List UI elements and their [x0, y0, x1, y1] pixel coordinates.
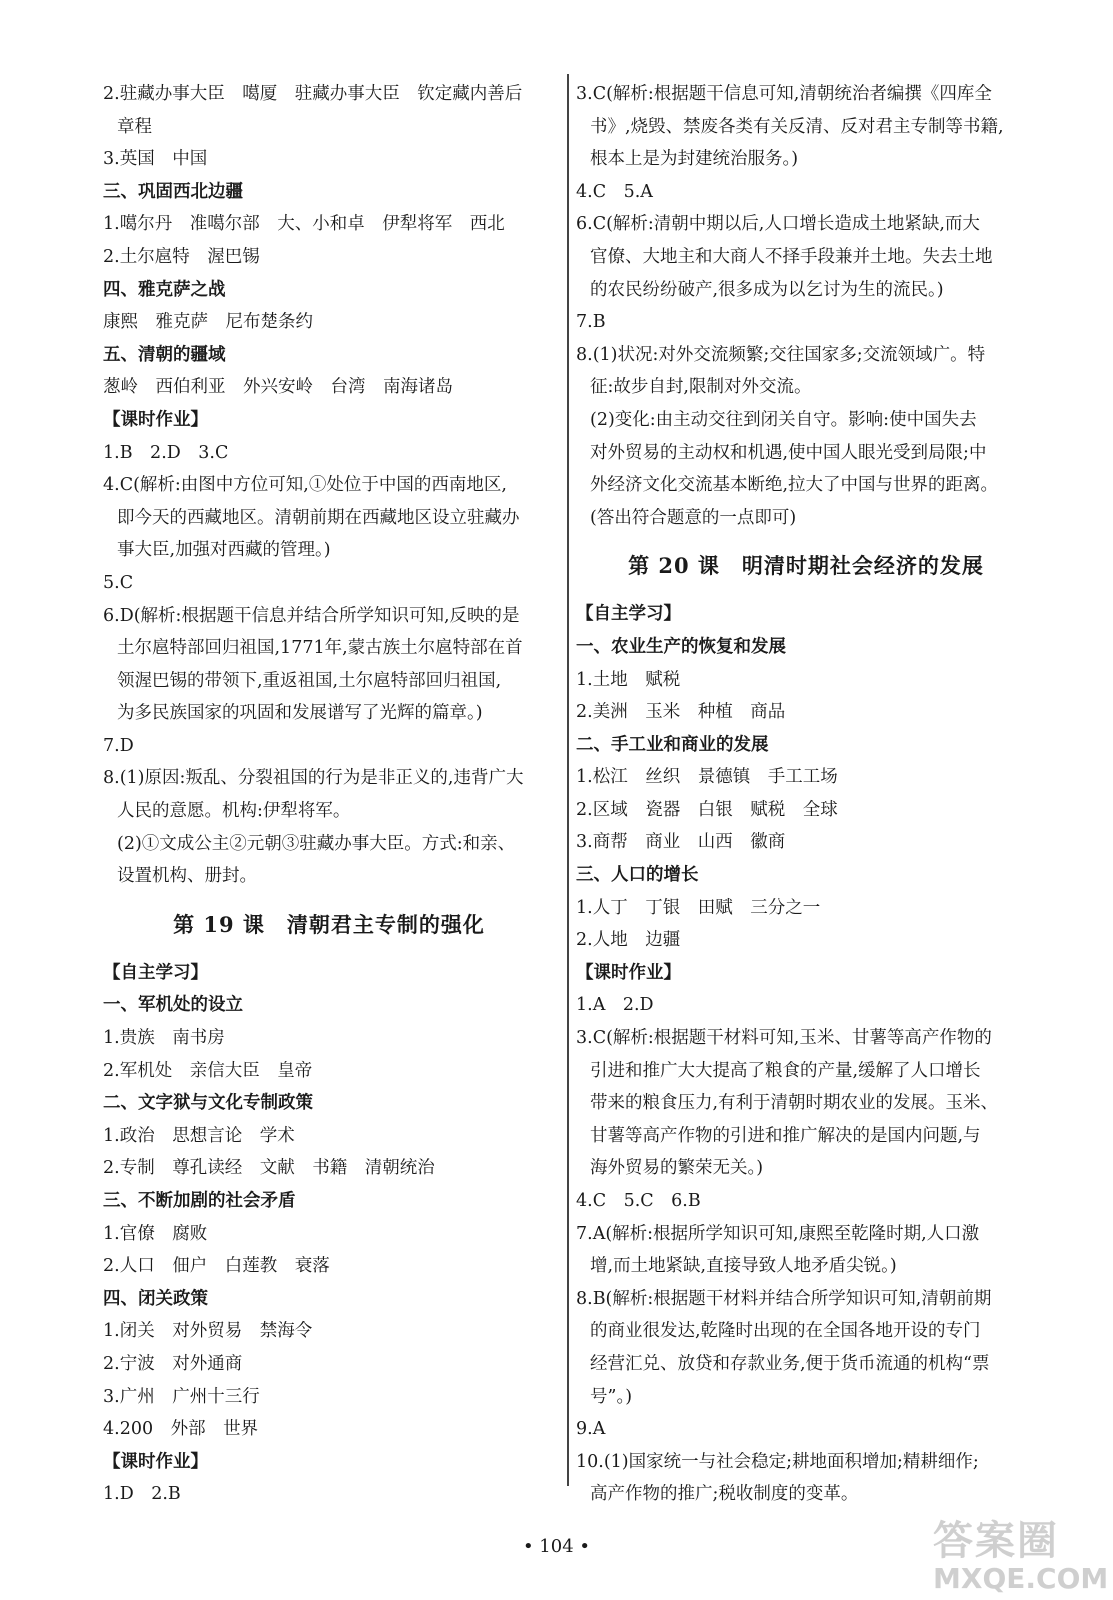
- text-line: 5.C: [103, 572, 134, 593]
- text-line: 2.人地 边疆: [576, 930, 681, 951]
- text-line: 的农民纷纷破产,很多成为以乞讨为生的流民。): [590, 279, 944, 300]
- text-line: 带来的粮食压力,有利于清朝时期农业的发展。玉米、: [590, 1093, 999, 1114]
- text-line: 事大臣,加强对西藏的管理。): [117, 540, 331, 561]
- text-line: 4.C(解析:由图中方位可知,①处位于中国的西南地区,: [103, 475, 507, 496]
- text-line: 3.广州 广州十三行: [103, 1386, 260, 1407]
- text-line: 7.A(解析:根据所学知识可知,康熙至乾隆时期,人口激: [576, 1223, 980, 1244]
- text-line: 10.(1)国家统一与社会稳定;耕地面积增加;精耕细作;: [576, 1451, 979, 1472]
- text-line: 书》,烧毁、禁废各类有关反清、反对君主专制等书籍,: [590, 116, 1004, 137]
- text-line: 8.(1)状况:对外交流频繁;交往国家多;交流领域广。特: [576, 344, 986, 365]
- text-line: 的商业很发达,乾隆时出现的在全国各地开设的专门: [590, 1321, 981, 1342]
- text-line: 领渥巴锡的带领下,重返祖国,土尔扈特部回归祖国,: [117, 670, 502, 691]
- section-heading: 【课时作业】: [103, 409, 208, 430]
- text-line: 2.区域 瓷器 白银 赋税 全球: [576, 799, 838, 820]
- watermark-logo: [933, 1518, 1109, 1596]
- text-line: 官僚、大地主和大商人不择手段兼并土地。失去土地: [590, 246, 993, 267]
- text-line: 3.C(解析:根据题干信息可知,清朝统治者编撰《四库全: [576, 84, 992, 104]
- text-line: 设置机构、册封。: [117, 866, 257, 887]
- lesson-title: 第 19 课 清朝君主专制的强化: [173, 911, 485, 937]
- left-column: [103, 78, 555, 1511]
- section-heading: 二、文字狱与文化专制政策: [103, 1093, 313, 1114]
- text-line: 外经济文化交流基本断绝,拉大了中国与世界的距离。: [590, 475, 999, 496]
- text-line: 土尔扈特部回归祖国,1771年,蒙古族土尔扈特部在首: [117, 638, 523, 659]
- text-line: 1.D 2.B: [103, 1484, 181, 1505]
- watermark-url: MXQE.COM: [933, 1562, 1109, 1595]
- text-line: 4.C 5.C 6.B: [576, 1191, 701, 1211]
- text-line: 8.B(解析:根据题干材料并结合所学知识可知,清朝前期: [576, 1288, 992, 1309]
- text-line: 引进和推广大大提高了粮食的产量,缓解了人口增长: [590, 1060, 981, 1081]
- text-line: 7.B: [576, 312, 606, 333]
- right-column: [576, 78, 1036, 1511]
- text-line: 对外贸易的主动权和机遇,使中国人眼光受到局限;中: [590, 442, 987, 463]
- text-line: 葱岭 西伯利亚 外兴安岭 台湾 南海诸岛: [103, 377, 453, 398]
- text-line: 2.土尔扈特 渥巴锡: [103, 246, 260, 267]
- section-heading: 五、清朝的疆域: [103, 344, 226, 365]
- section-heading: 【自主学习】: [103, 962, 208, 983]
- text-line: 经营汇兑、放贷和存款业务,便于货币流通的机构“票: [590, 1353, 990, 1374]
- text-line: 2.军机处 亲信大臣 皇帝: [103, 1060, 313, 1081]
- text-line: 2.美洲 玉米 种植 商品: [576, 702, 786, 723]
- column-divider: [567, 74, 569, 1486]
- text-line: 6.D(解析:根据题干信息并结合所学知识可知,反映的是: [103, 605, 520, 626]
- section-heading: 【自主学习】: [576, 604, 681, 625]
- text-line: 人民的意愿。机构:伊犁将军。: [117, 801, 351, 822]
- text-line: 征:故步自封,限制对外交流。: [590, 377, 812, 398]
- text-line: 4.C 5.A: [576, 181, 653, 202]
- text-line: 2.人口 佃户 白莲教 衰落: [103, 1256, 330, 1277]
- text-line: 增,而土地紧缺,直接导致人地矛盾尖锐。): [590, 1256, 897, 1277]
- text-line: 2.宁波 对外通商: [103, 1353, 243, 1374]
- text-line: 海外贸易的繁荣无关。): [590, 1158, 764, 1179]
- section-heading: 一、农业生产的恢复和发展: [576, 636, 786, 657]
- text-line: 甘薯等高产作物的引进和推广解决的是国内问题,与: [590, 1125, 981, 1146]
- text-line: 6.C(解析:清朝中期以后,人口增长造成土地紧缺,而大: [576, 214, 980, 235]
- section-heading: 【课时作业】: [103, 1451, 208, 1472]
- text-line: 1.官僚 腐败: [103, 1223, 208, 1244]
- text-line: 4.200 外部 世界: [103, 1419, 259, 1440]
- text-line: 1.噶尔丹 准噶尔部 大、小和卓 伊犁将军 西北: [103, 214, 505, 235]
- section-heading: 三、巩固西北边疆: [103, 181, 243, 202]
- section-heading: 四、闭关政策: [103, 1288, 208, 1309]
- section-heading: 四、雅克萨之战: [103, 279, 226, 300]
- section-heading: 二、手工业和商业的发展: [576, 734, 769, 755]
- text-line: 章程: [117, 116, 152, 137]
- text-line: 3.C(解析:根据题干材料可知,玉米、甘薯等高产作物的: [576, 1028, 992, 1049]
- text-line: 7.D: [103, 735, 134, 756]
- text-line: (2)变化:由主动交往到闭关自守。影响:使中国失去: [590, 409, 977, 430]
- text-line: 高产作物的推广;税收制度的变革。: [590, 1484, 859, 1505]
- text-line: 1.人丁 丁银 田赋 三分之一: [576, 897, 821, 918]
- text-line: 1.政治 思想言论 学术: [103, 1125, 295, 1146]
- text-line: 2.驻藏办事大臣 噶厦 驻藏办事大臣 钦定藏内善后: [103, 84, 523, 104]
- section-heading: 三、不断加剧的社会矛盾: [103, 1191, 296, 1211]
- text-line: 1.B 2.D 3.C: [103, 442, 229, 463]
- text-line: 1.贵族 南书房: [103, 1028, 225, 1049]
- section-heading: 【课时作业】: [576, 962, 681, 983]
- text-line: 康熙 雅克萨 尼布楚条约: [103, 312, 313, 333]
- text-line: 即今天的西藏地区。清朝前期在西藏地区设立驻藏办: [117, 507, 520, 528]
- text-line: 8.(1)原因:叛乱、分裂祖国的行为是非正义的,违背广大: [103, 768, 524, 789]
- text-line: 1.A 2.D: [576, 995, 654, 1016]
- section-heading: 一、军机处的设立: [103, 995, 243, 1016]
- text-line: 2.专制 尊孔读经 文献 书籍 清朝统治: [103, 1158, 435, 1179]
- text-line: 3.商帮 商业 山西 徽商: [576, 832, 786, 853]
- text-line: (答出符合题意的一点即可): [590, 507, 797, 528]
- text-line: 1.土地 赋税: [576, 669, 681, 690]
- text-line: 为多民族国家的巩固和发展谱写了光辉的篇章。): [117, 703, 483, 724]
- text-line: 根本上是为封建统治服务。): [590, 149, 799, 170]
- text-line: 9.A: [576, 1419, 606, 1440]
- text-line: 号”。): [590, 1386, 633, 1407]
- text-line: 1.松江 丝织 景德镇 手工工场: [576, 767, 838, 788]
- watermark-logo-text: 答案圈: [933, 1518, 1059, 1564]
- text-line: 3.英国 中国: [103, 149, 208, 170]
- text-line: (2)①文成公主②元朝③驻藏办事大臣。方式:和亲、: [117, 833, 516, 854]
- section-heading: 三、人口的增长: [576, 865, 699, 886]
- page-number: • 104 •: [522, 1536, 591, 1557]
- lesson-title: 第 20 课 明清时期社会经济的发展: [628, 553, 984, 579]
- text-line: 1.闭关 对外贸易 禁海令: [103, 1321, 313, 1342]
